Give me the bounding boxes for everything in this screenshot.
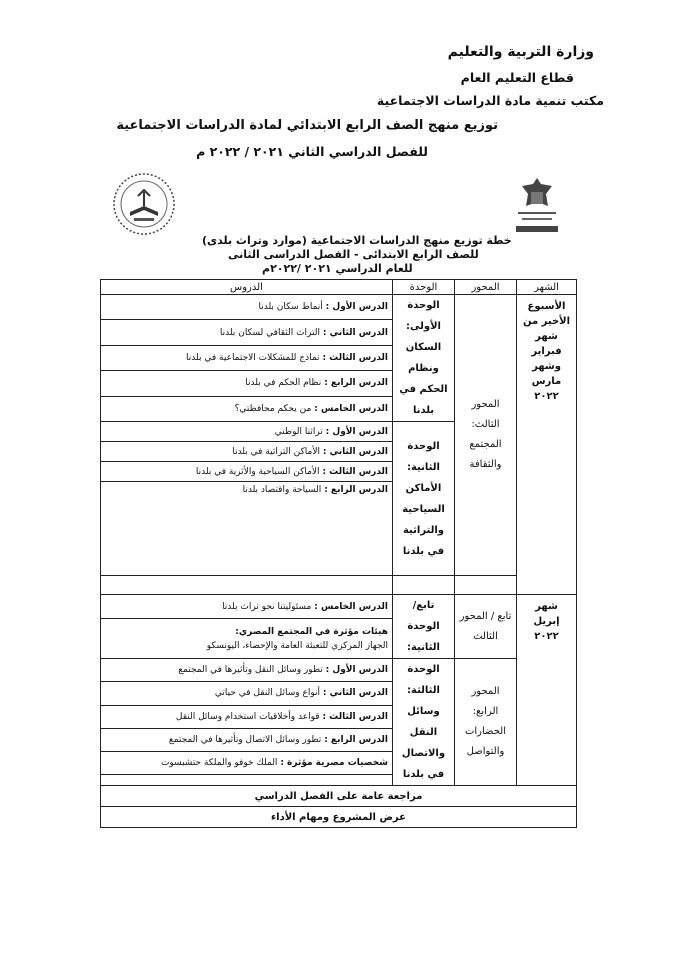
lesson-cell: الدرس الخامس : مسئوليتنا نحو تراث بلدنا [101,595,393,619]
table-row [101,595,577,619]
table-row [101,807,577,828]
document-title: توزيع منهج الصف الرابع الابتدائي لمادة الدراسات الاجتماعية [116,118,498,133]
figures-cell: شخصيات مصرية مؤثرة : الملك خوفو والملكة حتشبسوت [101,752,393,775]
lesson-cell: الدرس الرابع : نظام الحكم في بلدنا [101,371,393,396]
table-row [101,295,577,320]
lesson-cell: الدرس الرابع : تطور وسائل الاتصال وتأثيرها في المجتمع [101,728,393,751]
curriculum-table [100,279,577,828]
lesson-cell [101,576,393,595]
office-logo-icon [112,172,176,236]
header-month: الشهر [517,280,577,295]
bodies-cell: هيئات مؤثرة في المجتمع المصري: الجهاز المركزي للتعبئة العامة والإحصاء، اليونسكو [101,619,393,659]
lesson-cell: الدرس الثاني : التراث الثقافي لسكان بلدنا [101,320,393,345]
axis-cell [455,576,517,595]
project-cell: عرض المشروع ومهام الأداء [101,807,577,828]
office-name: مكتب تنمية مادة الدراسات الاجتماعية [376,93,604,108]
eagle-emblem-icon [512,174,562,236]
month-cell: الأسبوع الأخير من شهر فبراير وشهر مارس ٢٠٢٢ [517,295,577,595]
sector-name: قطاع التعليم العام [460,70,574,85]
axis-cell: المحور الثالث: المجتمع والثقافة [455,295,517,576]
axis-cell: المحور الرابع: الحضارات والتواصل [455,659,517,786]
ministry-name: وزارة التربية والتعليم [447,44,594,60]
lesson-cell: الدرس الثاني : الأماكن التراثية في بلدنا [101,442,393,462]
plan-title: خطة توزيع منهج الدراسات الاجتماعية (موارد وتراث بلدى) [202,234,512,247]
table-row [101,659,577,682]
unit-cell: الوحدة الثالثة: وسائل النقل والاتصال في بلدنا [393,659,455,786]
spacer-cell [101,775,393,786]
table-row [101,576,577,595]
term-title: للفصل الدراسي الثاني ٢٠٢١ / ٢٠٢٢ م [196,144,428,159]
table-row [101,786,577,807]
lesson-cell: الدرس الخامس : من يحكم محافظتي؟ [101,396,393,421]
review-cell: مراجعة عامة على الفصل الدراسي [101,786,577,807]
header-unit: الوحدة [393,280,455,295]
header-axis: المحور [455,280,517,295]
axis-cell: تابع / المحور الثالث [455,595,517,659]
lesson-cell: الدرس الثالث : نماذج للمشكلات الاجتماعية في بلدنا [101,345,393,370]
lesson-cell: الدرس الأول : تراثنا الوطني [101,422,393,442]
table-header-row [101,280,577,295]
header-lessons: الدروس [101,280,393,295]
plan-grade: للصف الرابع الابتدائى - الفصل الدراسى الثانى [228,248,479,261]
lesson-cell: الدرس الأول : تطور وسائل النقل وتأثيرها في المجتمع [101,659,393,682]
lesson-cell: الدرس الثالث : قواعد وأخلاقيات استخدام وسائل النقل [101,705,393,728]
lesson-cell: الدرس الثالث : الأماكن السياحية والأثرية في بلدنا [101,462,393,482]
unit-cell: الوحدة الأولى: السكان ونظام الحكم في بلدنا [393,295,455,422]
lesson-cell: الدرس الأول : أنماط سكان بلدنا [101,295,393,320]
unit-cell [393,576,455,595]
lesson-cell: الدرس الرابع : السياحة واقتصاد بلدنا [101,482,393,576]
unit-cell: تابع/ الوحدة الثانية: [393,595,455,659]
month-cell: شهر إبريل ٢٠٢٢ [517,595,577,786]
unit-cell: الوحدة الثانية: الأماكن السياحية والتراثية في بلدنا [393,422,455,576]
lesson-cell: الدرس الثاني : أنواع وسائل النقل في حياتي [101,682,393,705]
plan-year: للعام الدراسي ٢٠٢١ /٢٠٢٢م [262,262,413,275]
